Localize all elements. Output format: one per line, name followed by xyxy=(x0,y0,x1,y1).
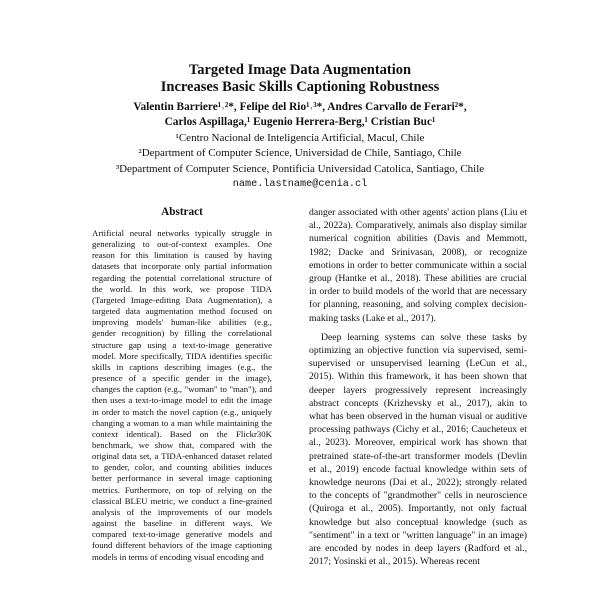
contact-email: name.lastname@cenia.cl xyxy=(232,178,368,190)
intro-paragraph-2: Deep learning systems can solve these tasks by optimizing an objective function via supervised, semi-supervised or unsupervised learning (LeCun et al., 2015). Within this framework, it has been shown that deeper layers progressively represent increasingly abstract concepts (Krizhevsky et al., 2017), akin to what has been observed in the human visual or auditive processing pathways (Cichy et al., 2016; Caucheteux et al., 2023). Moreover, empirical work has shown that pretrained state-of-the-art transformer models (Devlin et al., 2019) encode factual knowledge within sets of knowledge neurons (Dai et al., 2022); strongly related to the concepts of "grandmother" cells in neuroscience (Quiroga et al., 2005). Importantly, not only factual knowledge but also conceptual knowledge (such as "sentiment" in a text or "written language" in an image) are encoded by nodes in deep layers (Radford et al., 2017; Yosinski et al., 2015). Whereas recent xyxy=(309,331,527,568)
title-line-1: Targeted Image Data Augmentation xyxy=(188,62,412,78)
intro-column xyxy=(309,206,527,568)
affiliation-2: ²Department of Computer Science, Universidad de Chile, Santiago, Chile xyxy=(138,147,462,160)
affiliations xyxy=(0,131,600,192)
affiliation-1: ¹Centro Nacional de Inteligencia Artificial, Macul, Chile xyxy=(175,132,425,144)
abstract-body: Artificial neural networks typically struggle in generalizing to out-of-context examples. One reason for this limitation is caused by having datasets that incorporate only partial information regarding the potential correlational structure of the world. In this work, we propose TIDA (Targeted Image-editing Data Augmentation), a targeted data augmentation method focused on improving models' human-like abilities (e.g., gender recognition) by filling the correlational structure gap using a text-to-image generative model. More specifically, TIDA identifies specific skills in captions describing images (e.g., the presence of a specific gender in the image), changes the caption (e.g., "woman" to "man"), and then uses a text-to-image model to edit the image in order to match the novel caption (e.g., uniquely changing a woman to a man while maintaining the context identical). Based on the Flickr30K benchmark, we show that, compared with the original data set, a TIDA-enhanced dataset related to gender, color, and counting abilities induces better performance in several image captioning metrics. Furthermore, on top of relying on the classical BLEU metric, we conduct a fine-grained analysis of the improvements of our models against the baseline in different ways. We compared text-to-image generative models and found different behaviors of the image captioning models in terms of encoding visual encoding and xyxy=(92,228,272,562)
author-list xyxy=(0,100,600,130)
authors-line-1: Valentin Barriere¹˒²*, Felipe del Rio¹˒³*, Andres Carvallo de Ferari²*, xyxy=(133,101,467,113)
paper-title xyxy=(0,62,600,96)
abstract-heading: Abstract xyxy=(161,206,203,218)
intro-paragraph-1: danger associated with other agents' action plans (Liu et al., 2022a). Comparatively, animals also display similar numerical cognition abilities (Davis and Memmott, 1982; Dacke and Srinivasan, 2008), or recognize emotions in order to better communicate within a social group (Hantke et al., 2018). These abilities are crucial in order to build models of the world that are necessary for planning, reasoning, and solving complex decision-making tasks (Lake et al., 2017). xyxy=(309,207,527,324)
authors-line-2: Carlos Aspillaga,¹ Eugenio Herrera-Berg,¹ Cristian Buc¹ xyxy=(164,116,436,128)
affiliation-3: ³Department of Computer Science, Pontificia Universidad Catolica, Santiago, Chile xyxy=(115,162,485,175)
title-line-2: Increases Basic Skills Captioning Robustness xyxy=(160,79,440,95)
